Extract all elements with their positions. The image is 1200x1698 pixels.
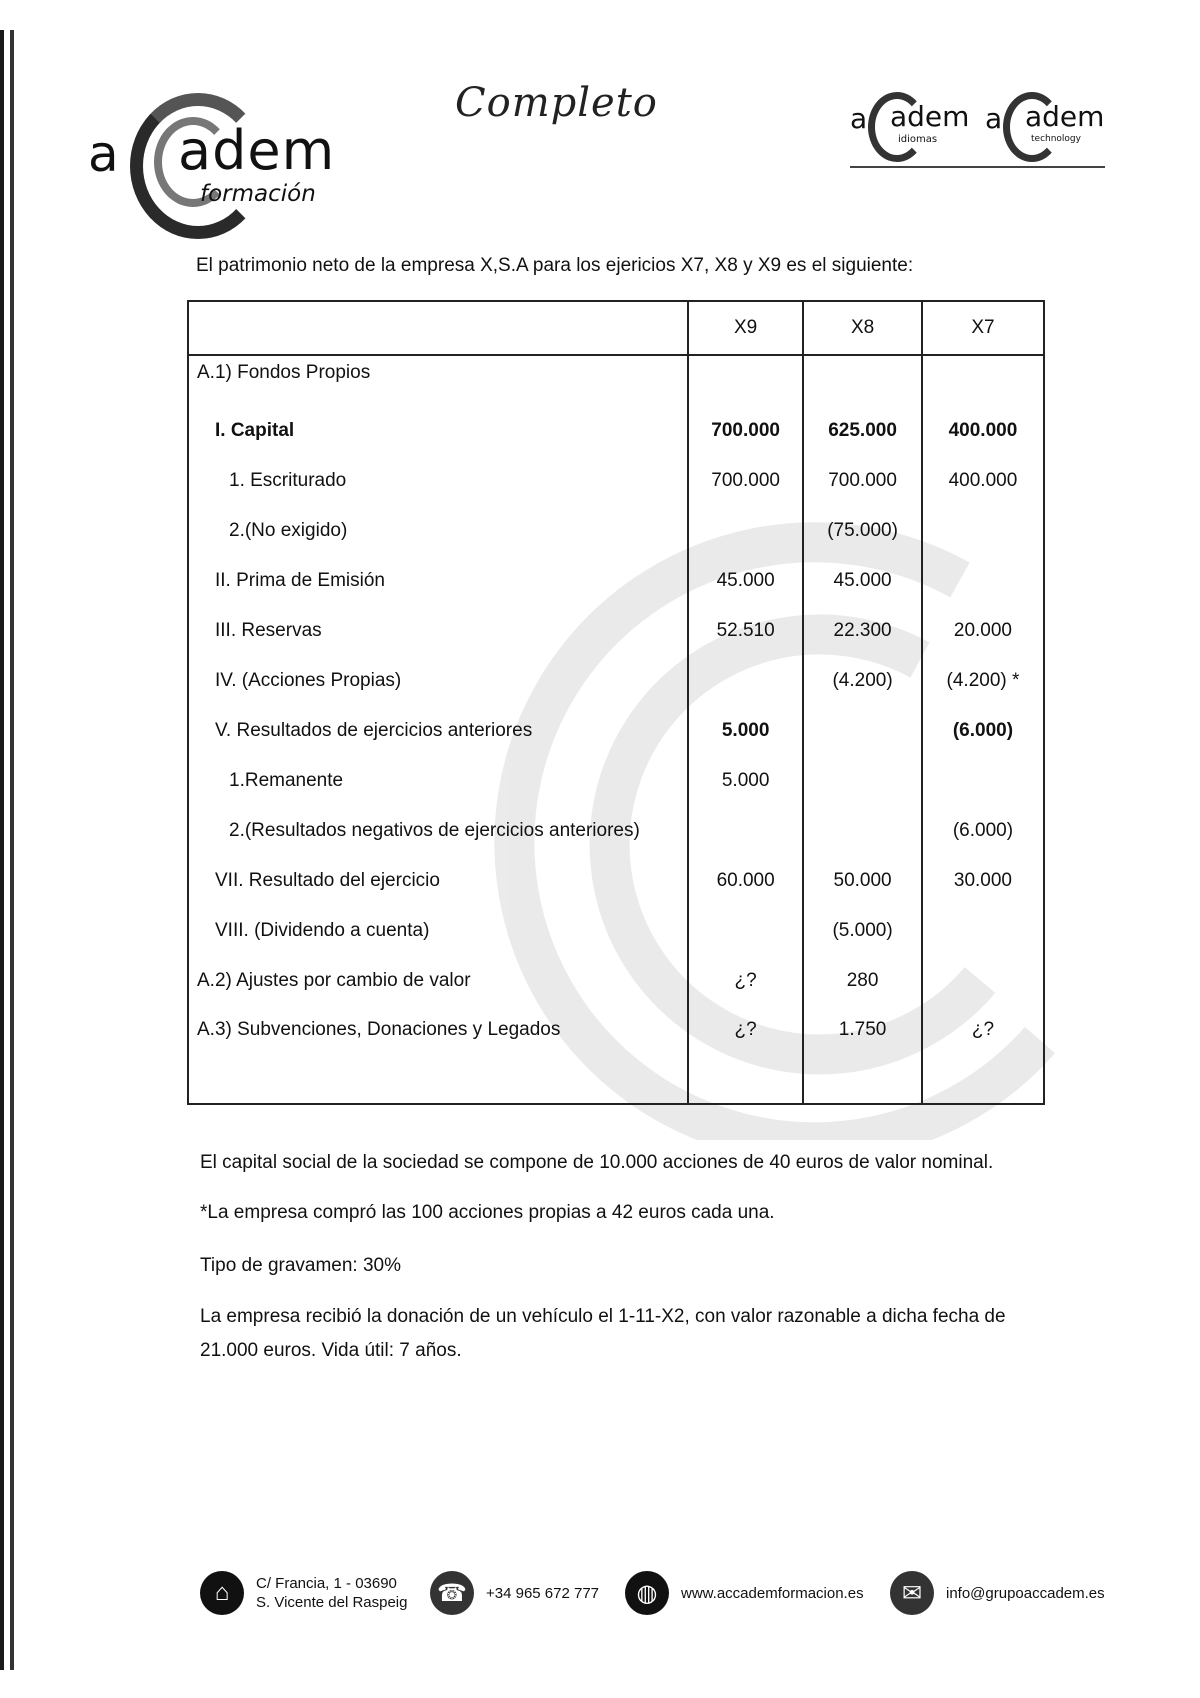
table-header-row bbox=[188, 301, 1044, 355]
cell-x8: 22.300 bbox=[803, 606, 922, 656]
cell-x7: 400.000 bbox=[922, 406, 1044, 456]
accadem-idiomas-logo: a adem idiomas bbox=[850, 92, 970, 152]
cell-x8: (4.200) bbox=[803, 656, 922, 706]
home-icon: ⌂ bbox=[200, 1571, 244, 1615]
row-label: VIII. (Dividendo a cuenta) bbox=[188, 906, 688, 956]
cell-x7: 30.000 bbox=[922, 856, 1044, 906]
cell-x9: ¿? bbox=[688, 956, 803, 1006]
row-label: 2.(Resultados negativos de ejercicios anteriores) bbox=[188, 806, 688, 856]
row-label: 2.(No exigido) bbox=[188, 506, 688, 556]
accadem-technology-logo: a adem technology bbox=[985, 92, 1110, 152]
table-row bbox=[188, 606, 1044, 656]
email-link[interactable]: info@grupoaccadem.es bbox=[946, 1584, 1105, 1602]
note-capital: El capital social de la sociedad se compone de 10.000 acciones de 40 euros de valor nominal. bbox=[200, 1152, 994, 1173]
table-row bbox=[188, 355, 1044, 406]
cell-x8: 625.000 bbox=[803, 406, 922, 456]
cell-x7: (6.000) bbox=[922, 706, 1044, 756]
globe-icon: ◍ bbox=[625, 1571, 669, 1615]
cell-x9: 60.000 bbox=[688, 856, 803, 906]
row-label: 1.Remanente bbox=[188, 756, 688, 806]
row-label: 1. Escriturado bbox=[188, 456, 688, 506]
row-label: III. Reservas bbox=[188, 606, 688, 656]
cell-x8 bbox=[803, 355, 922, 406]
cell-x9 bbox=[688, 806, 803, 856]
row-label: V. Resultados de ejercicios anteriores bbox=[188, 706, 688, 756]
cell-x9: 45.000 bbox=[688, 556, 803, 606]
handwritten-note: Completo bbox=[455, 80, 658, 126]
table-row bbox=[188, 956, 1044, 1006]
cell-x8 bbox=[803, 706, 922, 756]
table-row bbox=[188, 656, 1044, 706]
cell-x8: 45.000 bbox=[803, 556, 922, 606]
intro-text: El patrimonio neto de la empresa X,S.A para los ejericios X7, X8 y X9 es el siguiente: bbox=[196, 255, 914, 276]
mail-icon: ✉ bbox=[890, 1571, 934, 1615]
footer-phone bbox=[430, 1568, 599, 1618]
footer-email bbox=[890, 1568, 1105, 1618]
address-line2: S. Vicente del Raspeig bbox=[256, 1594, 408, 1611]
cell-x9: 700.000 bbox=[688, 456, 803, 506]
cell-x8 bbox=[803, 756, 922, 806]
cell-x8: 700.000 bbox=[803, 456, 922, 506]
row-label: A.2) Ajustes por cambio de valor bbox=[188, 956, 688, 1006]
cell-x9: 52.510 bbox=[688, 606, 803, 656]
cell-x8: 50.000 bbox=[803, 856, 922, 906]
cell-x9 bbox=[688, 656, 803, 706]
cell-x9 bbox=[688, 506, 803, 556]
footer-website bbox=[625, 1568, 864, 1618]
cell-x9: ¿? bbox=[688, 1006, 803, 1104]
column-header-x7: X7 bbox=[922, 301, 1044, 355]
note-own-shares: *La empresa compró las 100 acciones propias a 42 euros cada una. bbox=[200, 1202, 775, 1223]
cell-x7: (4.200) * bbox=[922, 656, 1044, 706]
row-label: I. Capital bbox=[188, 406, 688, 456]
cell-x7: 400.000 bbox=[922, 456, 1044, 506]
row-label: IV. (Acciones Propias) bbox=[188, 656, 688, 706]
address-line1: C/ Francia, 1 - 03690 bbox=[256, 1575, 397, 1592]
table-row bbox=[188, 506, 1044, 556]
phone-number: +34 965 672 777 bbox=[486, 1584, 600, 1602]
website-link[interactable]: www.accademformacion.es bbox=[681, 1584, 864, 1602]
row-label: VII. Resultado del ejercicio bbox=[188, 856, 688, 906]
cell-x7 bbox=[922, 906, 1044, 956]
cell-x7: (6.000) bbox=[922, 806, 1044, 856]
cell-x9: 5.000 bbox=[688, 756, 803, 806]
cell-x9 bbox=[688, 906, 803, 956]
accadem-formacion-logo: a adem formación bbox=[88, 85, 328, 225]
footer-address bbox=[200, 1568, 408, 1618]
row-label: A.1) Fondos Propios bbox=[188, 355, 688, 406]
table-row bbox=[188, 856, 1044, 906]
table-row bbox=[188, 406, 1044, 456]
cell-x7 bbox=[922, 756, 1044, 806]
table-row bbox=[188, 556, 1044, 606]
cell-x7 bbox=[922, 355, 1044, 406]
phone-icon: ☎ bbox=[430, 1571, 474, 1615]
column-header-x8: X8 bbox=[803, 301, 922, 355]
cell-x9: 700.000 bbox=[688, 406, 803, 456]
note-tax-rate: Tipo de gravamen: 30% bbox=[200, 1255, 402, 1276]
table-row bbox=[188, 456, 1044, 506]
column-header-x9: X9 bbox=[688, 301, 803, 355]
cell-x7: 20.000 bbox=[922, 606, 1044, 656]
cell-x9: 5.000 bbox=[688, 706, 803, 756]
cell-x8: (5.000) bbox=[803, 906, 922, 956]
label-column-header bbox=[188, 301, 688, 355]
cell-x9 bbox=[688, 355, 803, 406]
table-row bbox=[188, 806, 1044, 856]
equity-table bbox=[187, 300, 1045, 1105]
row-label: II. Prima de Emisión bbox=[188, 556, 688, 606]
cell-x7: ¿? bbox=[922, 1006, 1044, 1104]
cell-x7 bbox=[922, 956, 1044, 1006]
table-row bbox=[188, 1006, 1044, 1104]
note-donation-cont: 21.000 euros. Vida útil: 7 años. bbox=[200, 1340, 462, 1361]
cell-x8 bbox=[803, 806, 922, 856]
header-divider bbox=[850, 166, 1105, 168]
table-row bbox=[188, 706, 1044, 756]
cell-x8: (75.000) bbox=[803, 506, 922, 556]
row-label: A.3) Subvenciones, Donaciones y Legados bbox=[188, 1006, 688, 1104]
table-row bbox=[188, 756, 1044, 806]
scan-edge bbox=[0, 30, 18, 1670]
cell-x7 bbox=[922, 506, 1044, 556]
cell-x8: 1.750 bbox=[803, 1006, 922, 1104]
cell-x7 bbox=[922, 556, 1044, 606]
table-row bbox=[188, 906, 1044, 956]
note-donation: La empresa recibió la donación de un vehículo el 1-11-X2, con valor razonable a dicha fecha de bbox=[200, 1306, 1006, 1327]
cell-x8: 280 bbox=[803, 956, 922, 1006]
